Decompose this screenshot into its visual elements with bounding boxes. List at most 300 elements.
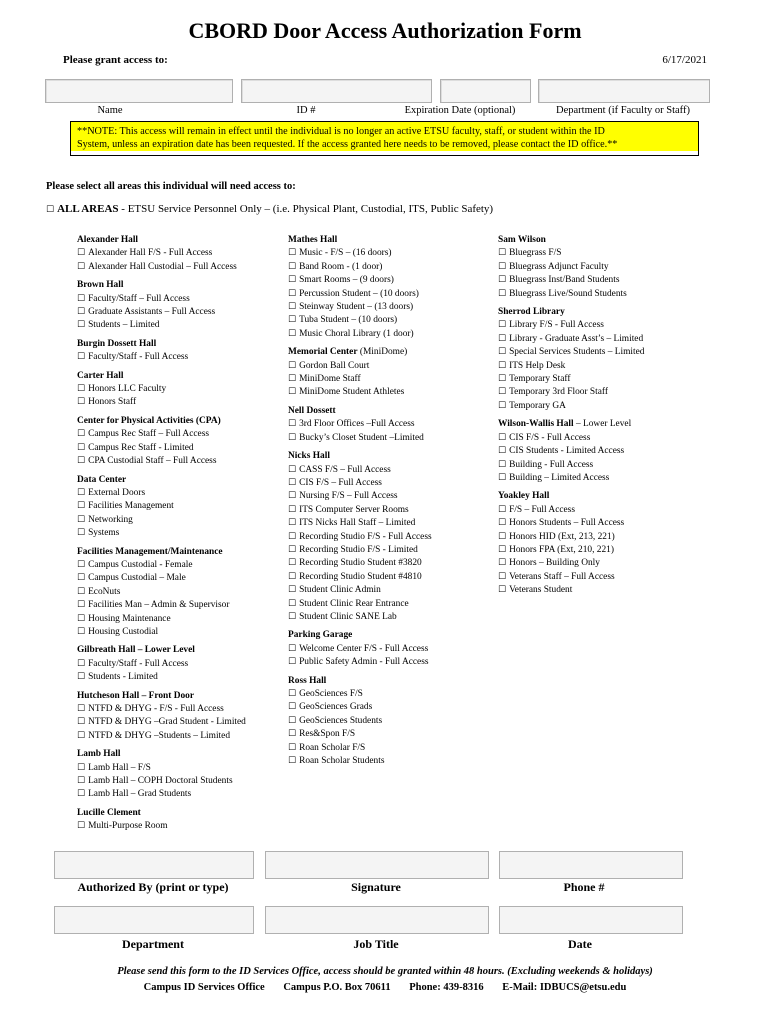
access-option[interactable] [77, 442, 246, 455]
access-option-label: EcoNuts [88, 586, 121, 597]
access-option[interactable] [77, 247, 246, 260]
note-line-1: **NOTE: This access will remain in effect until the individual is no longer an active ETSU faculty, staff, or student within the ID [77, 126, 605, 137]
area-heading [288, 629, 432, 642]
area-section-hutcheson-hall-front-door [77, 690, 246, 744]
area-section-burgin-dossett-hall [77, 338, 246, 365]
checkbox[interactable]: ☐ [498, 531, 507, 542]
access-option-label: Recording Studio F/S - Full Access [299, 531, 432, 542]
form-date: 6/17/2021 [662, 54, 707, 66]
access-option-label: GeoSciences Grads [299, 702, 373, 713]
area-heading-text: Yoakley Hall [498, 491, 550, 502]
id-field[interactable] [241, 79, 432, 103]
area-heading-text: Sam Wilson [498, 235, 546, 245]
checkbox[interactable]: ☐ [498, 518, 507, 529]
access-option-label: Building - Full Access [509, 459, 594, 470]
access-option[interactable] [498, 319, 644, 332]
checkbox[interactable]: ☐ [77, 384, 86, 395]
access-option-label: Housing Custodial [88, 626, 159, 637]
checkbox[interactable]: ☐ [288, 611, 297, 622]
area-heading [288, 405, 432, 418]
access-option-label: Steinway Student – (13 doors) [299, 302, 414, 313]
checkbox[interactable]: ☐ [77, 514, 86, 525]
access-option-label: GeoSciences Students [299, 715, 383, 726]
access-option[interactable] [77, 586, 246, 599]
access-option-label: Students - Limited [88, 672, 158, 683]
access-option-label: Tuba Student – (10 doors) [299, 315, 398, 326]
access-option-label: Bluegrass Live/Sound Students [509, 288, 627, 299]
expiration-date-label: Expiration Date (optional) [404, 105, 516, 116]
access-option[interactable] [77, 820, 246, 833]
area-heading-text: Ross Hall [288, 675, 327, 686]
checkbox[interactable]: ☐ [288, 504, 297, 515]
area-heading-text: Mathes Hall [288, 235, 338, 245]
access-option-label: Campus Rec Staff – Full Access [88, 429, 209, 440]
access-option[interactable] [498, 274, 644, 287]
access-option[interactable] [498, 432, 644, 445]
access-option[interactable] [288, 261, 432, 274]
access-option-label: Housing Maintenance [88, 613, 171, 624]
date-label: Date [568, 937, 592, 951]
checkbox[interactable]: ☐ [288, 328, 297, 339]
form-title: CBORD Door Access Authorization Form [188, 18, 582, 43]
access-option[interactable] [288, 742, 432, 755]
access-option[interactable] [77, 599, 246, 612]
area-section-nicks-hall [288, 450, 432, 624]
checkbox[interactable]: ☐ [77, 320, 86, 331]
area-section-center-for-physical-activities-cpa [77, 415, 246, 469]
access-option[interactable] [288, 328, 432, 341]
area-heading [77, 644, 246, 657]
access-option[interactable] [77, 730, 246, 743]
checkbox[interactable]: ☐ [498, 360, 507, 371]
checkbox[interactable]: ☐ [288, 702, 297, 713]
note-line-2: System, unless an expiration date has been requested. If the access granted here needs to be removed, please contact the ID office.** [77, 139, 618, 150]
access-option-label: Smart Rooms – (9 doors) [299, 275, 394, 286]
access-option[interactable] [77, 428, 246, 441]
access-option[interactable] [288, 656, 432, 669]
access-option[interactable] [77, 455, 246, 468]
access-option[interactable] [77, 396, 246, 409]
authorized-by-label: Authorized By (print or type) [77, 880, 229, 894]
access-option[interactable] [77, 383, 246, 396]
access-option[interactable] [288, 288, 432, 301]
checkbox[interactable]: ☐ [288, 742, 297, 753]
access-option[interactable] [77, 261, 246, 274]
access-option-label: Students – Limited [88, 320, 160, 331]
access-option[interactable] [77, 559, 246, 572]
access-option[interactable] [288, 490, 432, 503]
access-option[interactable] [77, 487, 246, 500]
access-option[interactable] [77, 527, 246, 540]
checkbox[interactable]: ☐ [288, 360, 297, 371]
expiration-date-field[interactable] [440, 79, 531, 103]
access-option-label: Graduate Assistants – Full Access [88, 307, 216, 318]
checkbox[interactable]: ☐ [288, 261, 297, 272]
note-box [70, 121, 699, 156]
access-option[interactable] [77, 613, 246, 626]
checkbox[interactable]: ☐ [77, 307, 86, 318]
access-option[interactable] [77, 514, 246, 527]
checkbox[interactable]: ☐ [77, 293, 86, 304]
access-option[interactable] [498, 445, 644, 458]
access-option[interactable] [77, 703, 246, 716]
access-option-label: MiniDome Student Athletes [299, 387, 405, 398]
access-option[interactable] [288, 360, 432, 373]
access-option-label: Multi-Purpose Room [88, 821, 168, 832]
checkbox[interactable]: ☐ [288, 729, 297, 740]
access-option[interactable] [288, 584, 432, 597]
area-heading-text: Carter Hall [77, 370, 124, 381]
name-label: Name [97, 105, 123, 116]
area-heading [77, 807, 246, 820]
access-option[interactable] [498, 386, 644, 399]
access-option-label: Temporary Staff [509, 374, 571, 385]
area-heading-text: Data Center [77, 474, 127, 485]
checkbox[interactable]: ☐ [498, 333, 507, 344]
checkbox[interactable]: ☐ [77, 456, 86, 467]
access-option-label: Alexander Hall Custodial – Full Access [88, 261, 237, 272]
access-option-label: Lamb Hall – F/S [88, 762, 151, 773]
authorized-by-field[interactable] [54, 851, 254, 879]
checkbox[interactable]: ☐ [288, 248, 297, 259]
select-areas-label: Please select all areas this individual will need access to: [46, 181, 296, 192]
access-option-label: NTFD & DHYG - F/S - Full Access [88, 704, 224, 714]
access-option[interactable] [77, 671, 246, 684]
access-option-label: Veterans Staff – Full Access [509, 571, 615, 582]
access-option[interactable] [288, 517, 432, 530]
footer-office: Campus ID Services Office [143, 982, 265, 993]
access-option[interactable] [77, 775, 246, 788]
access-option-label: Honors Staff [88, 397, 137, 408]
access-option-label: Welcome Center F/S - Full Access [299, 643, 429, 654]
access-option-label: Honors – Building Only [509, 558, 600, 569]
access-option-label: CIS Students - Limited Access [509, 446, 625, 457]
note-highlight [71, 122, 698, 151]
checkbox[interactable]: ☐ [498, 261, 507, 272]
date-field[interactable] [499, 906, 683, 934]
checkbox[interactable]: ☐ [498, 320, 507, 331]
area-heading [77, 690, 246, 703]
all-areas-desc: - ETSU Service Personnel Only – (i.e. Physical Plant, Custodial, ITS, Public Safety) [118, 203, 494, 215]
checkbox[interactable]: ☐ [77, 573, 86, 584]
checkbox[interactable]: ☐ [498, 275, 507, 286]
area-section-data-center [77, 474, 246, 541]
access-option-label: Recording Studio Student #3820 [299, 558, 422, 569]
access-option[interactable] [498, 517, 644, 530]
checkbox[interactable]: ☐ [498, 504, 507, 515]
access-option[interactable] [77, 626, 246, 639]
access-option-label: Facilities Management [88, 501, 174, 512]
access-option-label: Gordon Ball Court [299, 360, 370, 371]
all-areas-option[interactable] [46, 203, 493, 215]
area-section-carter-hall [77, 370, 246, 410]
access-option[interactable] [288, 571, 432, 584]
checkbox[interactable]: ☐ [77, 658, 86, 669]
area-section-sam-wilson [498, 234, 644, 301]
access-option-label: Honors FPA (Ext, 210, 221) [509, 544, 614, 555]
access-option[interactable] [77, 572, 246, 585]
access-option[interactable] [288, 557, 432, 570]
access-option[interactable] [77, 658, 246, 671]
checkbox[interactable]: ☐ [77, 586, 86, 597]
access-option-label: ITS Help Desk [509, 360, 566, 371]
access-option-label: F/S – Full Access [509, 504, 575, 515]
checkbox[interactable]: ☐ [288, 419, 297, 430]
checkbox[interactable]: ☐ [498, 400, 507, 411]
checkbox[interactable]: ☐ [288, 643, 297, 654]
area-heading-text: Hutcheson Hall – Front Door [77, 690, 195, 701]
checkbox[interactable]: ☐ [288, 387, 297, 398]
access-option[interactable] [498, 247, 644, 260]
checkbox[interactable]: ☐ [288, 518, 297, 529]
access-option-label: Campus Rec Staff - Limited [88, 442, 194, 453]
access-option[interactable] [288, 504, 432, 517]
checkbox[interactable]: ☐ [498, 374, 507, 385]
checkbox[interactable]: ☐ [77, 776, 86, 787]
checkbox[interactable]: ☐ [77, 762, 86, 773]
checkbox[interactable]: ☐ [288, 756, 297, 767]
access-option[interactable] [498, 557, 644, 570]
area-column-1 [77, 234, 246, 839]
access-option[interactable] [288, 247, 432, 260]
checkbox[interactable]: ☐ [77, 559, 86, 570]
access-option[interactable] [498, 571, 644, 584]
checkbox[interactable]: ☐ [288, 491, 297, 502]
all-areas-checkbox[interactable]: ☐ [46, 205, 55, 215]
checkbox[interactable]: ☐ [498, 288, 507, 299]
access-option[interactable] [288, 477, 432, 490]
access-option-label: Honors HID (Ext, 213, 221) [509, 531, 615, 542]
access-option[interactable] [288, 464, 432, 477]
checkbox[interactable]: ☐ [77, 613, 86, 624]
access-option[interactable] [77, 788, 246, 801]
area-heading [77, 370, 246, 383]
checkbox[interactable]: ☐ [288, 477, 297, 488]
checkbox[interactable]: ☐ [77, 429, 86, 440]
checkbox[interactable]: ☐ [77, 626, 86, 637]
area-section-gilbreath-hall-lower-level [77, 644, 246, 684]
access-option[interactable] [77, 319, 246, 332]
grant-access-label: Please grant access to: [63, 54, 168, 66]
signature-field[interactable] [265, 851, 489, 879]
checkbox[interactable]: ☐ [77, 397, 86, 408]
checkbox[interactable]: ☐ [288, 585, 297, 596]
access-option-label: Bluegrass Adjunct Faculty [509, 261, 609, 272]
area-section-ross-hall [288, 675, 432, 769]
access-option[interactable] [288, 611, 432, 624]
area-heading-text: Sherrod Library [498, 307, 565, 318]
checkbox[interactable]: ☐ [77, 821, 86, 832]
checkbox[interactable]: ☐ [77, 487, 86, 498]
checkbox[interactable]: ☐ [498, 585, 507, 596]
checkbox[interactable]: ☐ [288, 315, 297, 326]
checkbox[interactable]: ☐ [288, 558, 297, 569]
area-section-brown-hall [77, 279, 246, 333]
checkbox[interactable]: ☐ [77, 501, 86, 512]
access-option-label: CPA Custodial Staff – Full Access [88, 456, 217, 467]
checkbox[interactable]: ☐ [288, 275, 297, 286]
access-option-label: ITS Computer Server Rooms [299, 504, 409, 515]
checkbox[interactable]: ☐ [77, 672, 86, 683]
all-areas-label: ALL AREAS [57, 203, 119, 215]
area-heading-note: (MiniDome) [357, 347, 408, 358]
area-heading [77, 415, 246, 428]
access-option-label: 3rd Floor Offices –Full Access [299, 419, 415, 430]
access-option[interactable] [498, 261, 644, 274]
access-option[interactable] [498, 459, 644, 472]
checkbox[interactable]: ☐ [77, 717, 86, 728]
access-option[interactable] [498, 333, 644, 346]
access-option[interactable] [77, 293, 246, 306]
access-option[interactable] [77, 716, 246, 729]
checkbox[interactable]: ☐ [498, 432, 507, 443]
area-heading [288, 234, 432, 247]
area-heading-text: Memorial Center [288, 347, 358, 358]
access-option[interactable] [288, 432, 432, 445]
checkbox[interactable]: ☐ [288, 432, 297, 443]
access-option[interactable] [498, 288, 644, 301]
checkbox[interactable]: ☐ [77, 528, 86, 539]
area-section-lamb-hall [77, 748, 246, 802]
access-option[interactable] [288, 715, 432, 728]
name-field[interactable] [45, 79, 233, 103]
area-section-wilson-wallis-hall [498, 418, 644, 485]
area-section-nell-dossett [288, 405, 432, 445]
area-heading [77, 338, 246, 351]
checkbox[interactable]: ☐ [288, 288, 297, 299]
access-option[interactable] [498, 544, 644, 557]
access-option[interactable] [77, 500, 246, 513]
footer-email: E-Mail: IDBUCS@etsu.edu [502, 982, 627, 993]
checkbox[interactable]: ☐ [288, 689, 297, 699]
checkbox[interactable]: ☐ [77, 248, 86, 259]
checkbox[interactable]: ☐ [77, 442, 86, 453]
access-option-label: Student Clinic Admin [299, 585, 381, 596]
access-option-label: Library F/S - Full Access [509, 320, 604, 331]
checkbox[interactable]: ☐ [288, 374, 297, 385]
footer-pobox: Campus P.O. Box 70611 [283, 982, 391, 993]
access-option-label: Networking [88, 514, 133, 525]
access-option-label: Campus Custodial - Female [88, 559, 193, 570]
area-heading [77, 279, 246, 292]
department-field[interactable] [538, 79, 710, 103]
access-option[interactable] [288, 274, 432, 287]
access-option[interactable] [498, 472, 644, 485]
access-option-label: Temporary GA [509, 400, 566, 411]
area-heading [498, 306, 644, 319]
access-option[interactable] [498, 373, 644, 386]
access-option[interactable] [498, 531, 644, 544]
access-option[interactable] [288, 728, 432, 741]
checkbox[interactable]: ☐ [498, 248, 507, 259]
checkbox[interactable]: ☐ [498, 571, 507, 582]
checkbox[interactable]: ☐ [288, 544, 297, 555]
access-option[interactable] [288, 531, 432, 544]
access-option[interactable] [77, 306, 246, 319]
job-title-field[interactable] [265, 906, 489, 934]
access-option-label: Recording Studio Student #4810 [299, 571, 422, 582]
access-option-label: CIS F/S - Full Access [509, 432, 591, 443]
checkbox[interactable]: ☐ [498, 459, 507, 470]
access-option-label: Roan Scholar F/S [299, 742, 366, 753]
phone-field[interactable] [499, 851, 683, 879]
area-section-parking-garage [288, 629, 432, 669]
access-option[interactable] [288, 301, 432, 314]
checkbox[interactable]: ☐ [77, 789, 86, 800]
checkbox[interactable]: ☐ [288, 715, 297, 726]
access-option-label: Faculty/Staff - Full Access [88, 658, 189, 669]
checkbox[interactable]: ☐ [498, 472, 507, 483]
access-option-label: Bluegrass F/S [509, 248, 562, 259]
access-option[interactable] [498, 584, 644, 597]
access-option[interactable] [288, 643, 432, 656]
access-option[interactable] [77, 762, 246, 775]
checkbox[interactable]: ☐ [77, 261, 86, 272]
access-option[interactable] [498, 360, 644, 373]
access-option[interactable] [498, 346, 644, 359]
access-option-label: Faculty/Staff - Full Access [88, 352, 189, 363]
access-option[interactable] [288, 373, 432, 386]
access-option[interactable] [288, 314, 432, 327]
access-option-label: Lamb Hall – Grad Students [88, 789, 192, 800]
area-column-2 [288, 234, 432, 773]
access-option-label: Systems [88, 528, 120, 539]
footer-instructions: Please send this form to the ID Services Office, access should be granted within 48 hours. (Excluding weekends & holidays) [117, 966, 653, 977]
checkbox[interactable]: ☐ [288, 571, 297, 582]
job-title-label: Job Title [353, 937, 399, 951]
checkbox[interactable]: ☐ [288, 657, 297, 668]
access-option[interactable] [288, 598, 432, 611]
area-heading [498, 418, 644, 431]
checkbox[interactable]: ☐ [77, 352, 86, 363]
checkbox[interactable]: ☐ [498, 387, 507, 398]
access-option[interactable] [288, 418, 432, 431]
access-option[interactable] [498, 504, 644, 517]
access-option-label: CIS F/S – Full Access [299, 477, 382, 488]
area-heading [288, 675, 432, 688]
access-option-label: Building – Limited Access [509, 472, 610, 483]
access-option[interactable] [77, 351, 246, 364]
checkbox[interactable]: ☐ [288, 531, 297, 542]
checkbox[interactable]: ☐ [498, 446, 507, 457]
access-option[interactable] [498, 400, 644, 413]
checkbox[interactable]: ☐ [288, 302, 297, 313]
area-heading [288, 346, 432, 359]
checkbox[interactable]: ☐ [288, 598, 297, 609]
signature-label: Signature [351, 880, 401, 894]
access-option-label: Recording Studio F/S - Limited [299, 544, 418, 555]
checkbox[interactable]: ☐ [77, 600, 86, 611]
access-option-label: Percussion Student – (10 doors) [299, 288, 419, 299]
area-section-lucille-clement [77, 807, 246, 834]
phone-label: Phone # [563, 880, 605, 894]
access-option[interactable] [288, 755, 432, 768]
access-option-label: Roan Scholar Students [299, 756, 385, 767]
checkbox[interactable]: ☐ [498, 544, 507, 555]
access-option[interactable] [288, 544, 432, 557]
checkbox[interactable]: ☐ [288, 464, 297, 475]
access-option[interactable] [288, 688, 432, 701]
access-option[interactable] [288, 701, 432, 714]
checkbox[interactable]: ☐ [498, 347, 507, 358]
access-option-label: Band Room - (1 door) [299, 261, 383, 272]
checkbox[interactable]: ☐ [77, 730, 86, 741]
checkbox[interactable]: ☐ [77, 704, 86, 714]
department-sign-field[interactable] [54, 906, 254, 934]
access-option-label: Honors Students – Full Access [509, 518, 625, 529]
access-option[interactable] [288, 386, 432, 399]
checkbox[interactable]: ☐ [498, 558, 507, 569]
